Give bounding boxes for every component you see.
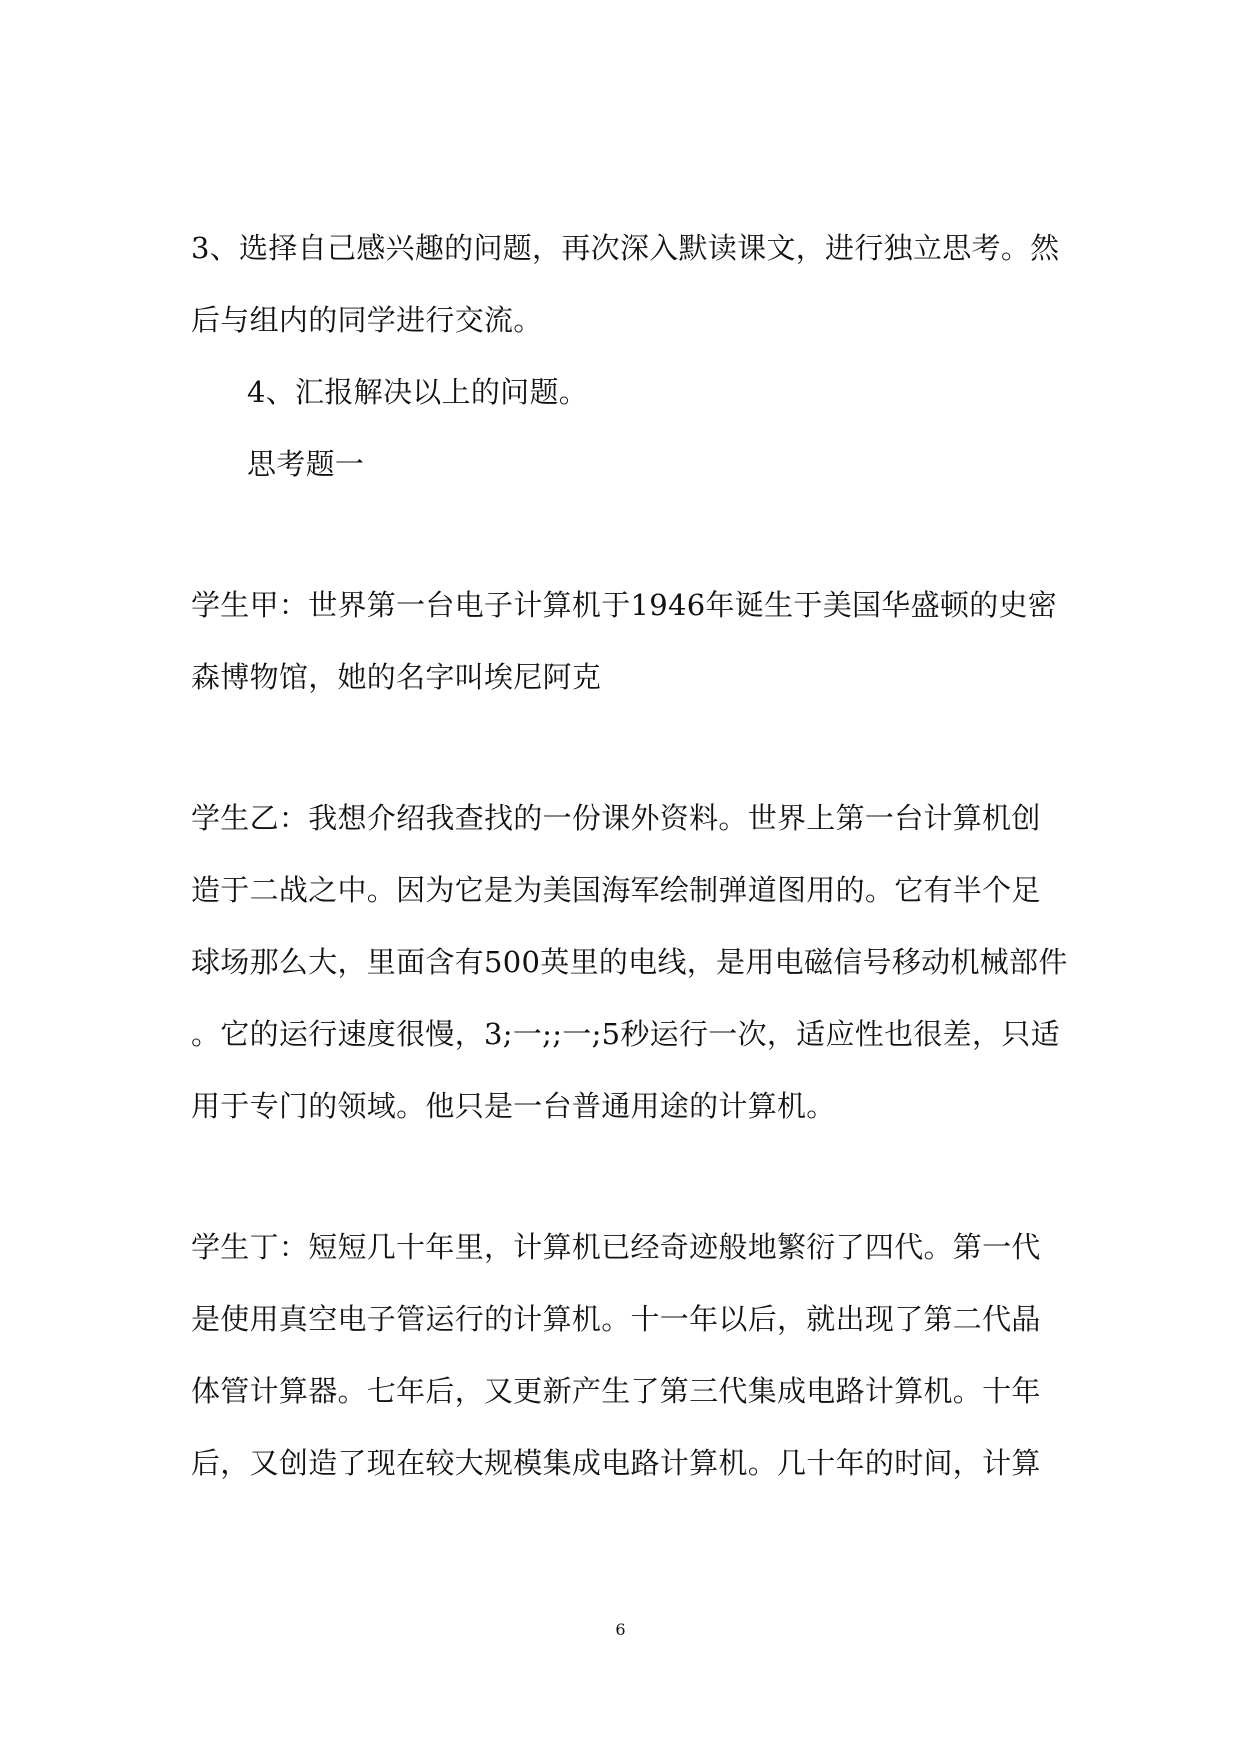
paragraph-line: 是使用真空电子管运行的计算机。十一年以后，就出现了第二代晶 [191, 1302, 1041, 1336]
paragraph-line: 4、汇报解决以上的问题。 [247, 375, 589, 409]
section-heading: 思考题一 [247, 447, 365, 481]
paragraph-line: 后与组内的同学进行交流。 [191, 303, 543, 337]
paragraph-line: 造于二战之中。因为它是为美国海军绘制弹道图用的。它有半个足 [191, 873, 1041, 907]
paragraph-line: 学生乙：我想介绍我查找的一份课外资料。世界上第一台计算机创 [191, 801, 1041, 835]
paragraph-line: 学生甲：世界第一台电子计算机于1946年诞生于美国华盛顿的史密 [191, 588, 1058, 622]
paragraph-line: 森博物馆，她的名字叫埃尼阿克 [191, 660, 602, 694]
paragraph-line: 球场那么大，里面含有500英里的电线，是用电磁信号移动机械部件 [191, 945, 1068, 979]
paragraph-line: 用于专门的领域。他只是一台普通用途的计算机。 [191, 1089, 836, 1123]
paragraph-line: 。它的运行速度很慢，3;一;;一;5秒运行一次，适应性也很差，只适 [191, 1017, 1060, 1051]
paragraph-line: 学生丁：短短几十年里，计算机已经奇迹般地繁衍了四代。第一代 [191, 1230, 1041, 1264]
page-number: 6 [615, 1620, 626, 1639]
paragraph-line: 3、选择自己感兴趣的问题，再次深入默读课文，进行独立思考。然 [191, 231, 1060, 265]
paragraph-line: 体管计算器。七年后，又更新产生了第三代集成电路计算机。十年 [191, 1374, 1041, 1408]
paragraph-line: 后，又创造了现在较大规模集成电路计算机。几十年的时间，计算 [191, 1446, 1041, 1480]
